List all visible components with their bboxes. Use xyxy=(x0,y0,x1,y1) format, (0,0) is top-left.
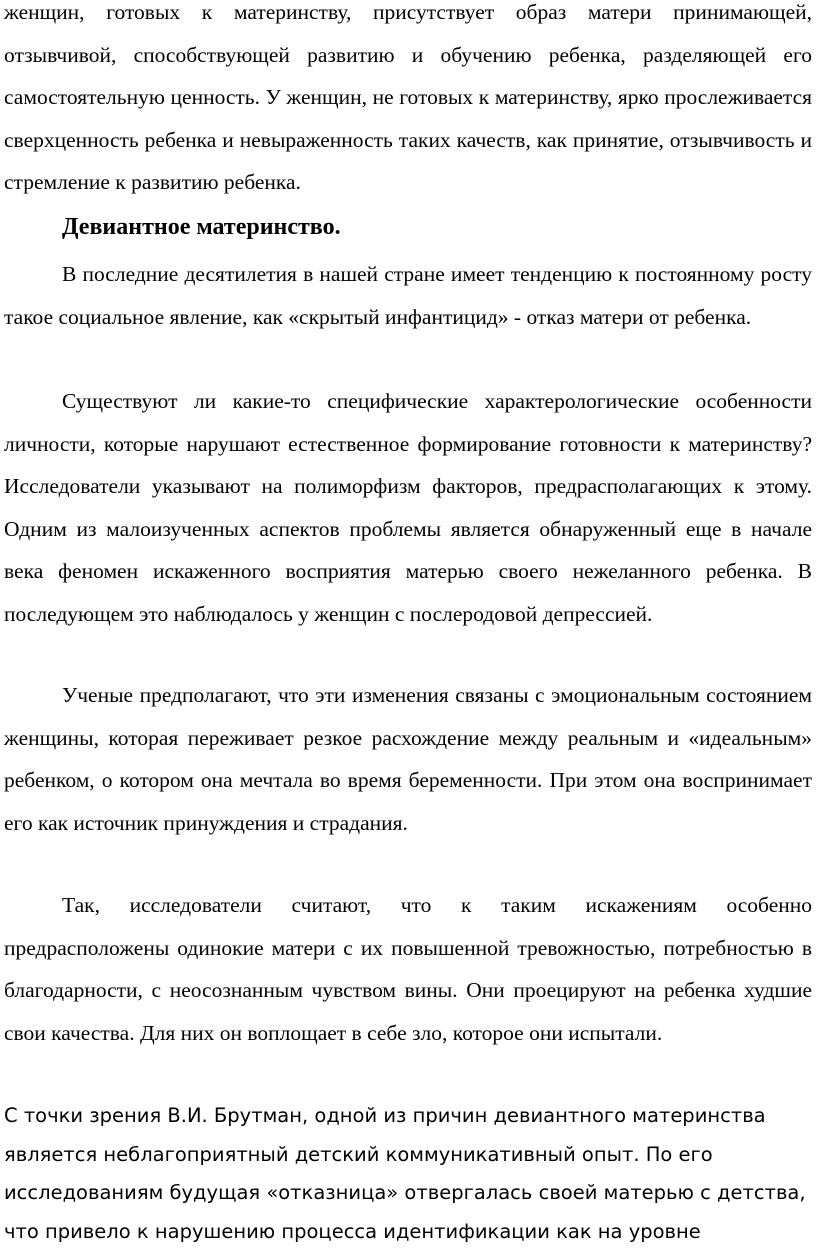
paragraph-5: С точки зрения В.И. Брутман, одной из причин девиантного материнства является неблагоприятный детский коммуникативный опыт. По его исследованиям будущая «отказница» отвергалась своей матерью с детства, что привело к нарушению процесса идентификации как на уровне xyxy=(4,1104,806,1243)
paragraph-2: Существуют ли какие-то специфические характерологические особенности личности, которые нарушают естественное формирование готовности к материнству? Исследователи указывают на полиморфизм факторов, предрасполагающих к этому. Одним из малоизученных аспектов проблемы является обнаруженный еще в начале века феномен искаженного восприятия матерью своего нежеланного ребенка. В последующем это наблюдалось у женщин с послеродовой депрессией. xyxy=(4,389,812,626)
paragraph-1: В последние десятилетия в нашей стране имеет тенденцию к постоянному росту такое социальное явление, как «скрытый инфантицид» - отказ матери от ребенка. xyxy=(4,262,812,329)
paragraph-intro: женщин, готовых к материнству, присутствует образ матери принимающей, отзывчивой, способствующей развитию и обучению ребенка, разделяющей его самостоятельную ценность. У женщин, не готовых к материнству, ярко прослеживается сверхценность ребенка и невыраженность таких качеств, как принятие, отзывчивость и стремление к развитию ребенка. xyxy=(4,0,812,194)
paragraph-3: Ученые предполагают, что эти изменения связаны с эмоциональным состоянием женщины, которая переживает резкое расхождение между реальным и «идеальным» ребенком, о котором она мечтала во время беременности. При этом она воспринимает его как источник принуждения и страдания. xyxy=(4,683,812,835)
section-heading: Девиантное материнство. xyxy=(62,214,341,240)
paragraph-4: Так, исследователи считают, что к таким искажениям особенно предрасположены одинокие матери с их повышенной тревожностью, потребностью в благодарности, с неосознанным чувством вины. Они проецируют на ребенка худшие свои качества. Для них он воплощает в себе зло, которое они испытали. xyxy=(4,893,812,1045)
